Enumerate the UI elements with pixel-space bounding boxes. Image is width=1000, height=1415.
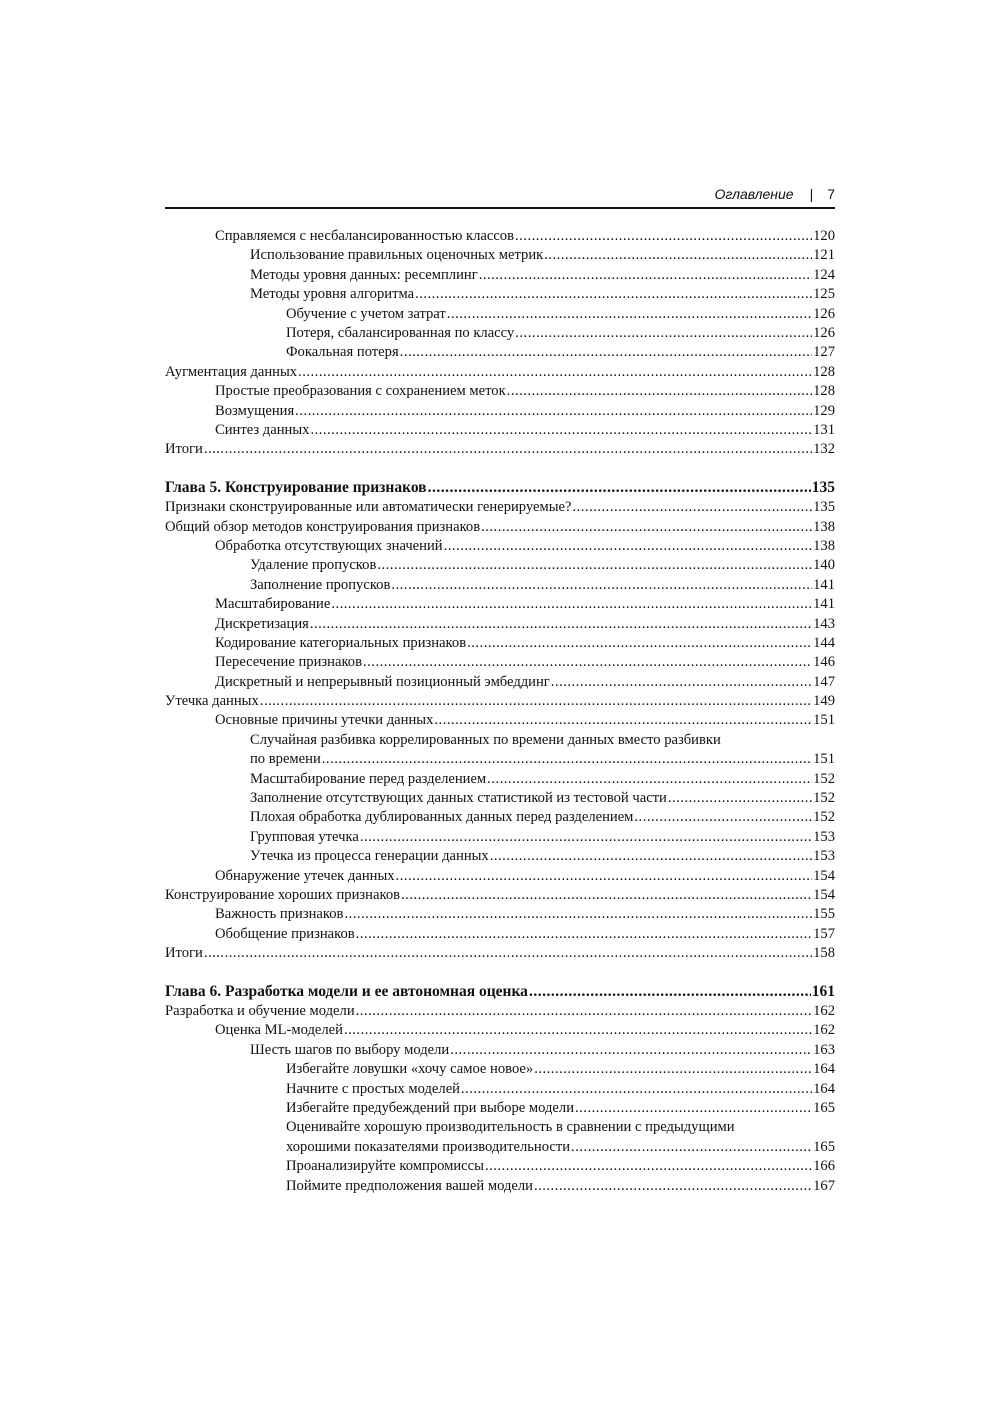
toc-entry[interactable]: Утечка данных ..... 149 bbox=[165, 692, 835, 711]
toc-entry[interactable]: Фокальная потеря ..... 127 bbox=[165, 343, 835, 362]
toc-entry[interactable]: Возмущения ..... 129 bbox=[165, 402, 835, 421]
toc-entry[interactable]: Дискретизация ..... 143 bbox=[165, 615, 835, 634]
toc-entry[interactable]: Заполнение отсутствующих данных статистикой из тестовой части ..... 152 bbox=[165, 789, 835, 808]
toc-entry[interactable]: Конструирование хороших признаков ..... 154 bbox=[165, 886, 835, 905]
toc-entry[interactable]: Заполнение пропусков ..... 141 bbox=[165, 576, 835, 595]
toc-entry[interactable]: Проанализируйте компромиссы ..... 166 bbox=[165, 1157, 835, 1176]
toc-entry[interactable]: Потеря, сбалансированная по классу ..... 126 bbox=[165, 324, 835, 343]
toc-entry[interactable]: Справляемся с несбалансированностью классов ..... 120 bbox=[165, 227, 835, 246]
toc-entry[interactable]: Масштабирование перед разделением ..... 152 bbox=[165, 770, 835, 789]
toc-entry[interactable]: Плохая обработка дублированных данных перед разделением ..... 152 bbox=[165, 808, 835, 827]
toc-entry[interactable]: Масштабирование ..... 141 bbox=[165, 595, 835, 614]
table-of-contents bbox=[165, 227, 835, 1196]
toc-entry-line1[interactable]: Оценивайте хорошую производительность в сравнении с предыдущими bbox=[286, 1119, 735, 1136]
toc-entry[interactable]: Признаки сконструированные или автоматически генерируемые? ..... 135 bbox=[165, 498, 835, 517]
toc-entry[interactable]: хорошими показателями производительности ..... 165 bbox=[165, 1138, 835, 1157]
toc-entry[interactable]: Общий обзор методов конструирования признаков ..... 138 bbox=[165, 518, 835, 537]
toc-chapter-6[interactable]: Глава 6. Разработка модели и ее автономная оценка ..... 161 bbox=[165, 981, 835, 1002]
toc-entry[interactable]: по времени ..... 151 bbox=[165, 750, 835, 769]
toc-entry[interactable]: Шесть шагов по выбору модели ..... 163 bbox=[165, 1041, 835, 1060]
toc-entry[interactable]: Групповая утечка ..... 153 bbox=[165, 828, 835, 847]
toc-entry[interactable]: Поймите предположения вашей модели ..... 167 bbox=[165, 1177, 835, 1196]
toc-entry-line1[interactable]: Случайная разбивка коррелированных по времени данных вместо разбивки bbox=[250, 731, 721, 748]
toc-entry[interactable]: Оценка ML-моделей ..... 162 bbox=[165, 1021, 835, 1040]
toc-entry[interactable]: Дискретный и непрерывный позиционный эмбеддинг ..... 147 bbox=[165, 673, 835, 692]
toc-entry[interactable]: Использование правильных оценочных метрик ..... 121 bbox=[165, 246, 835, 265]
toc-entry[interactable]: Простые преобразования с сохранением меток ..... 128 bbox=[165, 382, 835, 401]
toc-entry[interactable]: Обнаружение утечек данных ..... 154 bbox=[165, 867, 835, 886]
toc-entry[interactable]: Итоги ..... 158 bbox=[165, 944, 835, 963]
toc-chapter-5[interactable]: Глава 5. Конструирование признаков ..... 135 bbox=[165, 477, 835, 498]
toc-entry[interactable]: Синтез данных ..... 131 bbox=[165, 421, 835, 440]
toc-entry[interactable]: Удаление пропусков ..... 140 bbox=[165, 556, 835, 575]
header-page-number: 7 bbox=[827, 186, 835, 202]
toc-entry[interactable]: Основные причины утечки данных ..... 151 bbox=[165, 711, 835, 730]
toc-entry[interactable]: Избегайте ловушки «хочу самое новое» ..... 164 bbox=[165, 1060, 835, 1079]
toc-entry[interactable]: Разработка и обучение модели ..... 162 bbox=[165, 1002, 835, 1021]
toc-entry[interactable]: Важность признаков ..... 155 bbox=[165, 905, 835, 924]
toc-entry[interactable]: Начните с простых моделей ..... 164 bbox=[165, 1080, 835, 1099]
header-section-title: Оглавление bbox=[714, 186, 794, 202]
running-header bbox=[165, 186, 835, 209]
toc-entry[interactable]: Пересечение признаков ..... 146 bbox=[165, 653, 835, 672]
toc-entry[interactable]: Аугментация данных ..... 128 bbox=[165, 363, 835, 382]
toc-entry[interactable]: Методы уровня данных: ресемплинг ..... 124 bbox=[165, 266, 835, 285]
header-separator: | bbox=[809, 186, 814, 202]
toc-entry[interactable]: Утечка из процесса генерации данных ..... 153 bbox=[165, 847, 835, 866]
toc-entry[interactable]: Избегайте предубеждений при выборе модели ..... 165 bbox=[165, 1099, 835, 1118]
toc-entry[interactable]: Обобщение признаков ..... 157 bbox=[165, 925, 835, 944]
toc-entry[interactable]: Итоги ..... 132 bbox=[165, 440, 835, 459]
toc-entry[interactable]: Кодирование категориальных признаков ..... 144 bbox=[165, 634, 835, 653]
toc-entry[interactable]: Обработка отсутствующих значений ..... 138 bbox=[165, 537, 835, 556]
toc-entry[interactable]: Обучение с учетом затрат ..... 126 bbox=[165, 305, 835, 324]
toc-entry[interactable]: Методы уровня алгоритма ..... 125 bbox=[165, 285, 835, 304]
